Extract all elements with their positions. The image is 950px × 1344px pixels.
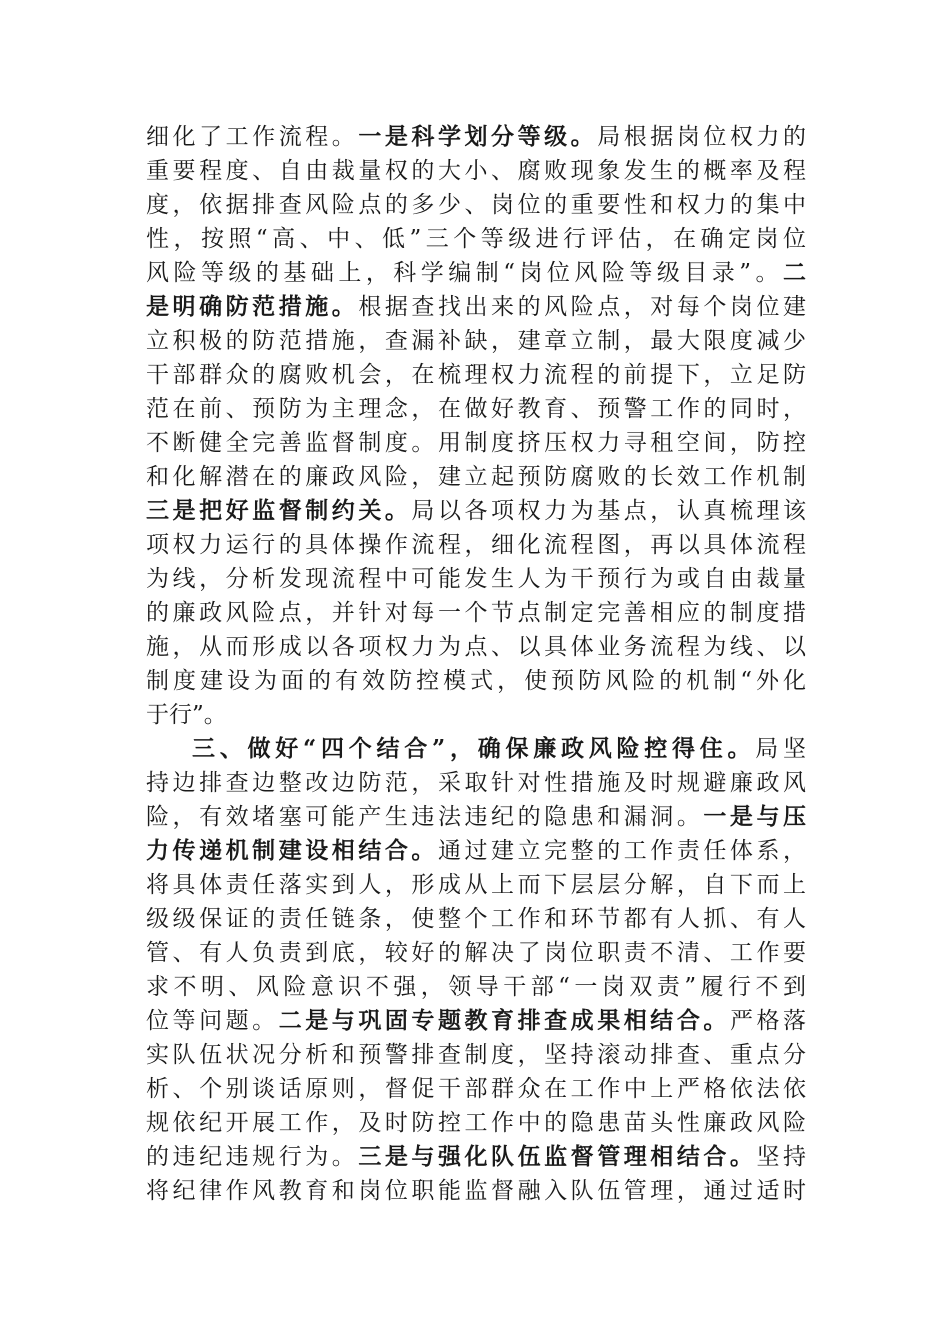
text-run: 范在前、预防为主理念，在做好教育、预警工作的同时， [146, 396, 806, 422]
text-line [146, 120, 806, 154]
text-run: 求不明、风险意识不强，领导干部“一岗双责”履行不到 [146, 974, 806, 1000]
bold-text-run: 三是与强化队伍监督管理相结合。 [358, 1143, 757, 1170]
text-line [146, 834, 806, 868]
text-run: 风险等级的基础上，科学编制“岗位风险等级目录”。 [146, 260, 783, 286]
text-line [146, 902, 806, 936]
text-run: 根据查找出来的风险点，对每个岗位建 [358, 294, 807, 320]
text-line [146, 698, 806, 732]
text-line [146, 664, 806, 698]
bold-text-run: 力传递机制建设相结合。 [146, 837, 438, 864]
text-line [146, 630, 806, 664]
text-run: 管、有人负责到底，较好的解决了岗位职责不清、工作要 [146, 940, 806, 966]
text-line [146, 868, 806, 902]
text-run: 局根据岗位权力的 [597, 124, 807, 150]
text-line [146, 222, 806, 256]
text-run: 的廉政风险点，并针对每一个节点制定完善相应的制度措 [146, 600, 806, 626]
text-line [146, 970, 806, 1004]
bold-text-run: 三是把好监督制约关。 [146, 497, 412, 524]
text-line [146, 1106, 806, 1140]
text-run: 重要程度、自由裁量权的大小、腐败现象发生的概率及程 [146, 158, 806, 184]
body-text [146, 120, 806, 1208]
text-line [146, 528, 806, 562]
text-run: 施，从而形成以各项权力为点、以具体业务流程为线、以 [146, 634, 806, 660]
text-line [146, 766, 806, 800]
text-run: 于行”。 [146, 702, 227, 728]
text-run: 位等问题。 [146, 1008, 279, 1034]
text-run: 实队伍状况分析和预警排查制度，坚持滚动排查、重点分 [146, 1042, 806, 1068]
text-run: 为线，分析发现流程中可能发生人为干预行为或自由裁量 [146, 566, 806, 592]
text-line [146, 494, 806, 528]
text-line [146, 256, 806, 290]
text-line [146, 732, 806, 766]
text-line [146, 188, 806, 222]
text-run: 制度建设为面的有效防控模式，使预防风险的机制“外化 [146, 668, 806, 694]
text-line [146, 596, 806, 630]
text-run: 析、个别谈话原则，督促干部群众在工作中上严格依法依 [146, 1076, 806, 1102]
text-line [146, 358, 806, 392]
text-run: 不断健全完善监督制度。用制度挤压权力寻租空间，防控 [146, 430, 806, 456]
bold-text-run: 二是与巩固专题教育排查成果相结合。 [278, 1007, 730, 1034]
bold-text-run: 一是科学划分等级。 [358, 123, 598, 150]
bold-text-run: 一是与压 [703, 803, 807, 830]
text-line [146, 392, 806, 426]
text-run: 局以各项权力为基点，认真梳理该 [411, 498, 807, 524]
text-run: 级级保证的责任链条，使整个工作和环节都有人抓、有人 [146, 906, 806, 932]
text-line [146, 460, 806, 494]
text-run: 和化解潜在的廉政风险，建立起预防腐败的长效工作机制 [146, 464, 806, 490]
text-run: 立积极的防范措施，查漏补缺，建章立制，最大限度减少 [146, 328, 806, 354]
bold-text-run: 二 [783, 259, 806, 286]
text-line [146, 154, 806, 188]
text-line [146, 1004, 806, 1038]
text-run: 细化了工作流程。 [146, 124, 359, 150]
text-line [146, 426, 806, 460]
bold-text-run: 三、做好“四个结合”，确保廉政风险控得住。 [192, 735, 756, 762]
text-line [146, 936, 806, 970]
text-line [146, 562, 806, 596]
text-run: 的违纪违规行为。 [146, 1144, 359, 1170]
text-run: 规依纪开展工作，及时防控工作中的隐患苗头性廉政风险 [146, 1110, 806, 1136]
text-run: 局坚 [755, 736, 807, 762]
text-run: 干部群众的腐败机会，在梳理权力流程的前提下，立足防 [146, 362, 806, 388]
text-run: 将纪律作风教育和岗位职能监督融入队伍管理，通过适时 [146, 1178, 806, 1204]
text-run: 将具体责任落实到人，形成从上而下层层分解，自下而上 [146, 872, 806, 898]
text-run: 度，依据排查风险点的多少、岗位的重要性和权力的集中 [146, 192, 806, 218]
text-run: 性，按照“高、中、低”三个等级进行评估，在确定岗位 [146, 226, 806, 252]
text-line [146, 1174, 806, 1208]
text-line [146, 1072, 806, 1106]
text-line [146, 1038, 806, 1072]
text-run: 项权力运行的具体操作流程，细化流程图，再以具体流程 [146, 532, 806, 558]
bold-text-run: 是明确防范措施。 [146, 293, 359, 320]
text-line [146, 324, 806, 358]
text-run: 严格落 [729, 1008, 807, 1034]
text-run: 险，有效堵塞可能产生违法违纪的隐患和漏洞。 [146, 804, 704, 830]
text-run: 持边排查边整改边防范，采取针对性措施及时规避廉政风 [146, 770, 806, 796]
text-line [146, 800, 806, 834]
text-run: 坚持 [756, 1144, 807, 1170]
text-run: 通过建立完整的工作责任体系， [437, 838, 807, 864]
text-line [146, 1140, 806, 1174]
text-line [146, 290, 806, 324]
